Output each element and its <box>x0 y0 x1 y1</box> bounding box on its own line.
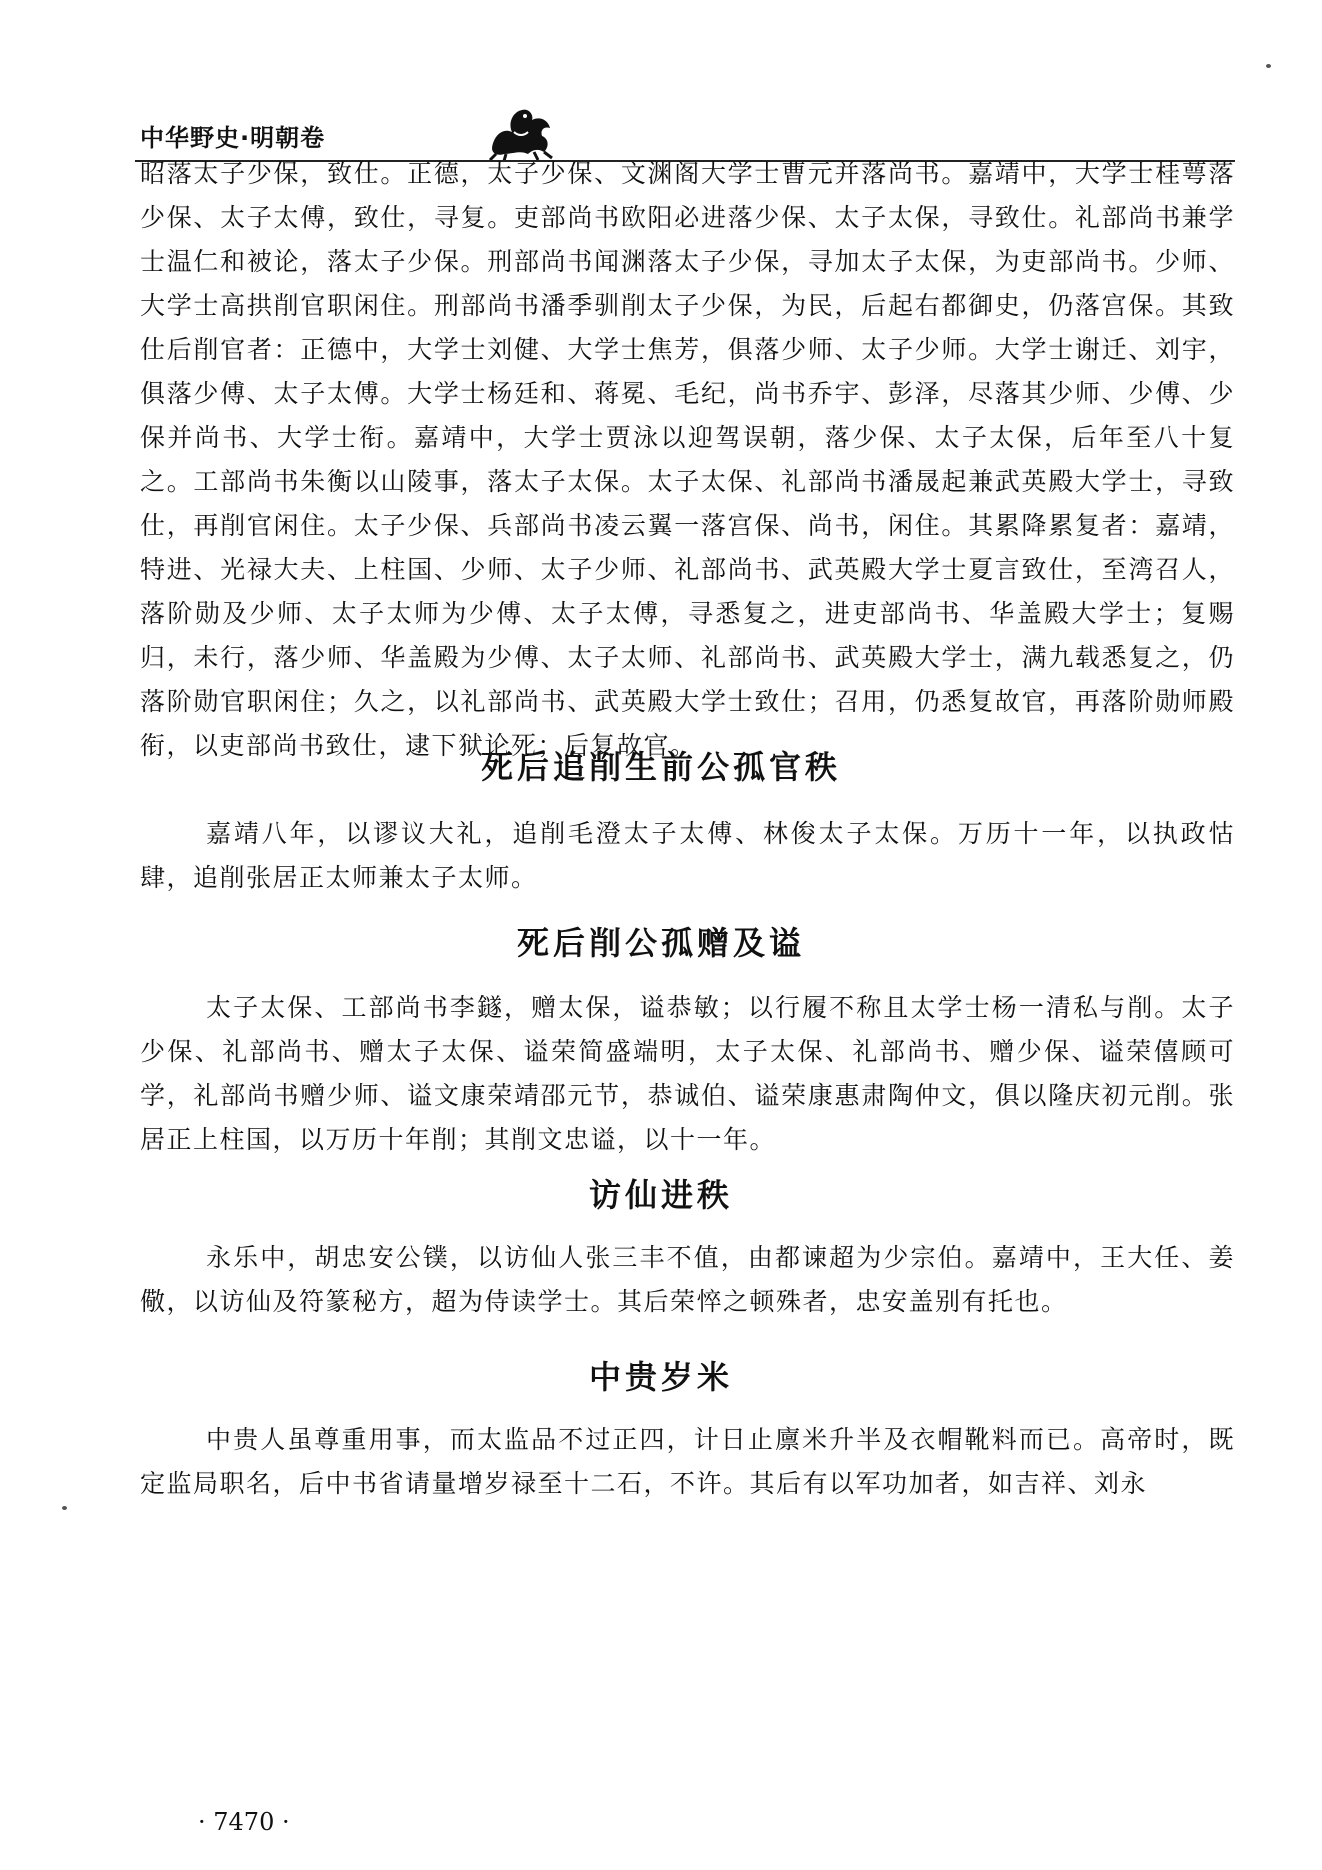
scan-speck <box>62 1506 67 1510</box>
paragraph-officials-demotions: 昭落太子少保，致仕。正德，太子少保、文渊阁大学士曹元并落尚书。嘉靖中，大学士桂萼落少保、太子太傅，致仕，寻复。吏部尚书欧阳必进落少保、太子太保，寻致仕。礼部尚书兼学士温仁和被论，落太子少保。刑部尚书闻渊落太子少保，寻加太子太保，为吏部尚书。少师、大学士高拱削官职闲住。刑部尚书潘季驯削太子少保，为民，后起右都御史，仍落宫保。其致仕后削官者：正德中，大学士刘健、大学士焦芳，俱落少师、太子少师。大学士谢迁、刘宇，俱落少傅、太子太傅。大学士杨廷和、蒋冕、毛纪，尚书乔宇、彭泽，尽落其少师、少傅、少保并尚书、大学士衔。嘉靖中，大学士贾泳以迎驾误朝，落少保、太子太保，后年至八十复之。工部尚书朱衡以山陵事，落太子太保。太子太保、礼部尚书潘晟起兼武英殿大学士，寻致仕，再削官闲住。太子少保、兵部尚书凌云翼一落宫保、尚书，闲住。其累降累复者：嘉靖，特进、光禄大夫、上柱国、少师、太子少师、礼部尚书、武英殿大学士夏言致仕，至湾召人，落阶勋及少师、太子太师为少傅、太子太傅，寻悉复之，进吏部尚书、华盖殿大学士；复赐归，未行，落少师、华盖殿为少傅、太子太师、礼部尚书、武英殿大学士，满九载悉复之，仍落阶勋官职闲住；久之，以礼部尚书、武英殿大学士致仕；召用，仍悉复故官，再落阶勋师殿衔，以吏部尚书致仕，逮下狱论死；后复故官。 <box>140 159 1235 760</box>
book-title: 中华野史·明朝卷 <box>140 124 326 152</box>
section-heading-posthumous-stripping: 死后追削生前公孤官秩 <box>480 748 841 786</box>
paragraph-stripping-titles: 太子太保、工部尚书李鐩，赠太保，谥恭敏；以行履不称且太学士杨一清私与削。太子少保、礼部尚书、赠太子太保、谥荣简盛端明，太子太保、礼部尚书、赠少保、谥荣僖顾可学，礼部尚书赠少师、谥文康荣靖邵元节，恭诚伯、谥荣康惠肃陶仲文，俱以隆庆初元削。张居正上柱国，以万历十年削；其削文忠谥，以十一年。 <box>140 993 1235 1154</box>
page-number: · 7470 · <box>198 1808 290 1836</box>
paragraph-eunuch-rice: 中贵人虽尊重用事，而太监品不过正四，计日止廪米升半及衣帽靴料而已。高帝时，既定监局职名，后中书省请量增岁禄至十二石，不许。其后有以军功加者，如吉祥、刘永 <box>140 1425 1235 1498</box>
section-heading-stripping-titles: 死后削公孤赠及谥 <box>516 924 805 962</box>
paragraph-immortal-seeking: 永乐中，胡忠安公镤，以访仙人张三丰不值，由都谏超为少宗伯。嘉靖中，王大任、姜儆，以访仙及符篆秘方，超为侍读学士。其后荣悴之顿殊者，忠安盖别有托也。 <box>140 1243 1235 1316</box>
section-heading-eunuch-rice: 中贵岁米 <box>588 1358 733 1396</box>
section-heading-immortal-seeking: 访仙进秩 <box>588 1176 733 1214</box>
scan-speck <box>1266 64 1271 68</box>
paragraph-posthumous-stripping: 嘉靖八年，以谬议大礼，追削毛澄太子太傅、林俊太子太保。万历十一年，以执政怙肆，追削张居正太师兼太子太师。 <box>140 819 1235 892</box>
